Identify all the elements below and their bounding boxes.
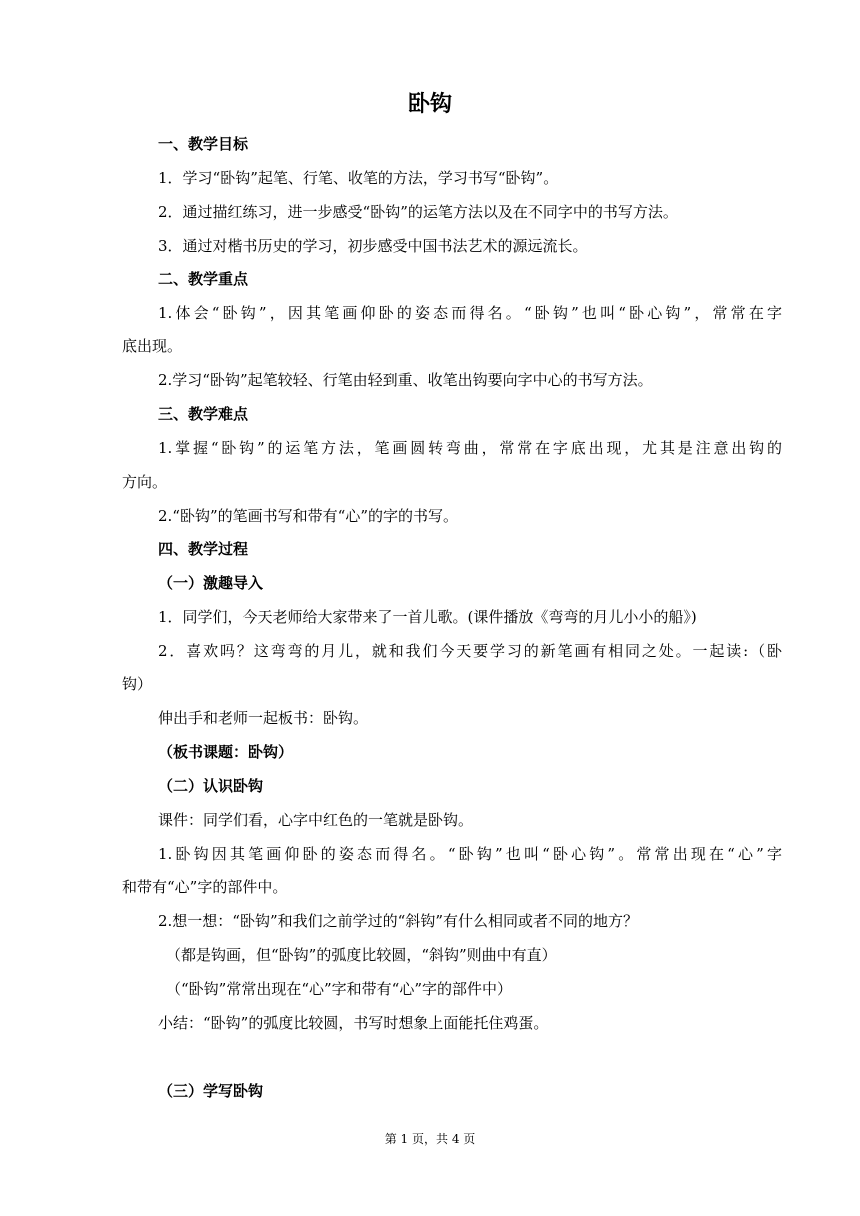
section-heading-difficulties: 三、教学难点 (158, 405, 249, 423)
recognize-summary: 小结：“卧钩”的弧度比较圆，书写时想象上面能托住鸡蛋。 (158, 1014, 549, 1032)
subheading-writing: （三）学写卧钩 (158, 1082, 264, 1100)
subheading-recognize: （二）认识卧钩 (158, 777, 264, 795)
introduction-item-2-line-1: 2．喜欢吗？这弯弯的月儿，就和我们今天要学习的新笔画有相同之处。一起读:（卧 (158, 642, 782, 660)
introduction-item-1: 1．同学们，今天老师给大家带来了一首儿歌。(课件播放《弯弯的月儿小小的船》) (158, 608, 697, 626)
introduction-item-3: 伸出手和老师一起板书：卧钩。 (158, 709, 369, 727)
objective-item-3: 3．通过对楷书历史的学习，初步感受中国书法艺术的源远流长。 (158, 237, 588, 255)
document-title: 卧钩 (407, 92, 452, 117)
objective-item-2: 2．通过描红练习，进一步感受“卧钩”的运笔方法以及在不同字中的书写方法。 (158, 203, 678, 221)
key-point-item-1-line-2: 底出现。 (122, 337, 183, 355)
recognize-item-4: （都是钩画，但“卧钩”的弧度比较圆，“斜钩”则曲中有直） (166, 946, 557, 964)
section-heading-key-points: 二、教学重点 (158, 270, 249, 288)
recognize-item-5: （“卧钩”常常出现在“心”字和带有“心”字的部件中） (166, 980, 513, 998)
difficulty-item-1-line-1: 1.掌握“卧钩”的运笔方法，笔画圆转弯曲，常常在字底出现，尤其是注意出钩的 (158, 439, 782, 457)
key-point-item-1-line-1: 1.体会“卧钩”，因其笔画仰卧的姿态而得名。“卧钩”也叫“卧心钩”，常常在字 (158, 304, 782, 322)
recognize-item-3: 2.想一想：“卧钩”和我们之前学过的“斜钩”有什么相同或者不同的地方？ (158, 912, 638, 930)
difficulty-item-2: 2.“卧钩”的笔画书写和带有“心”的字的书写。 (158, 507, 458, 525)
subheading-introduction: （一）激趣导入 (158, 574, 264, 592)
recognize-item-1: 课件：同学们看，心字中红色的一笔就是卧钩。 (158, 811, 474, 829)
key-point-item-2: 2.学习“卧钩”起笔较轻、行笔由轻到重、收笔出钩要向字中心的书写方法。 (158, 371, 653, 389)
introduction-item-4: （板书课题：卧钩） (158, 743, 294, 761)
page-footer: 第 1 页，共 4 页 (384, 1132, 476, 1146)
recognize-item-2-line-2: 和带有“心”字的部件中。 (122, 878, 288, 896)
section-heading-objectives: 一、教学目标 (158, 135, 249, 153)
recognize-item-2-line-1: 1.卧钩因其笔画仰卧的姿态而得名。“卧钩”也叫“卧心钩”。常常出现在“心”字 (158, 845, 782, 863)
objective-item-1: 1．学习“卧钩”起笔、行笔、收笔的方法，学习书写“卧钩”。 (158, 169, 559, 187)
difficulty-item-1-line-2: 方向。 (122, 473, 168, 491)
section-heading-process: 四、教学过程 (158, 540, 249, 558)
introduction-item-2-line-2: 钩） (122, 675, 153, 693)
